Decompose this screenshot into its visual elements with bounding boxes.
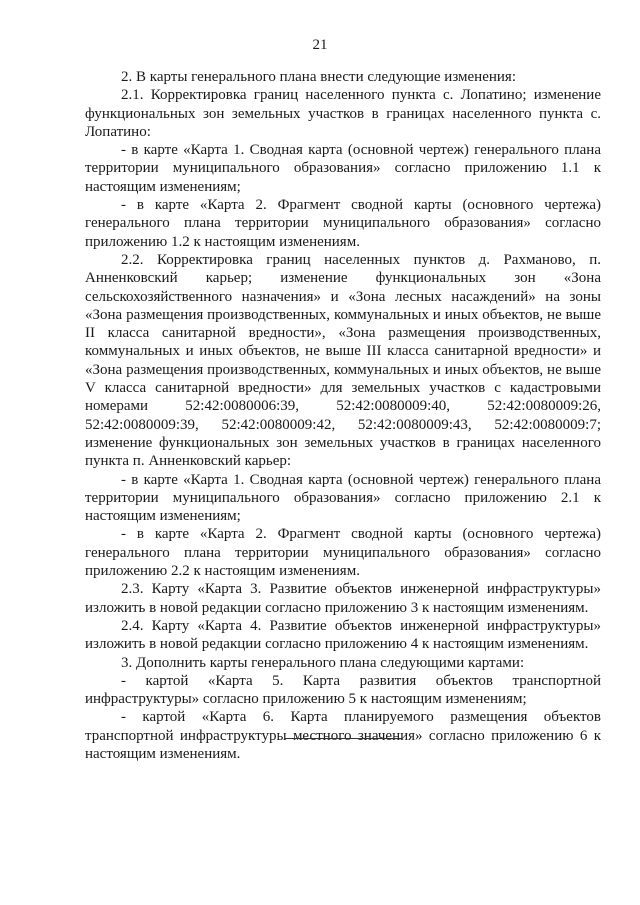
paragraph-2-1: 2.1. Корректировка границ населенного пункта с. Лопатино; изменение функциональных зон земельных участков в границах населенного пункта с. Лопатино:: [85, 87, 601, 140]
paragraph-2-2: 2.2. Корректировка границ населенных пунктов д. Рахманово, п. Анненковский карьер; изменение функциональных зон «Зона сельскохозяйственного назначения» и «Зона лесных насаждений» на зоны «Зона размещения производственных, коммунальных и иных объектов, не выше II класса санитарной вредности», «Зона размещения производственных, коммунальных и иных объектов, не выше III класса санитарной вредности» и «Зона размещения производственных, коммунальных и иных объектов, не выше V класса санитарной вредности» для земельных участков с кадастровыми номерами 52:42:0080006:39, 52:42:0080009:40, 52:42:0080009:26, 52:42:0080009:39, 52:42:0080009:42, 52:42:0080009:43, 52:42:0080009:7; изменение функциональных зон земельных участков в границах населенного пункта п. Анненковский карьер:: [85, 251, 601, 470]
paragraph-2-2-item-2: - в карте «Карта 2. Фрагмент сводной карты (основного чертежа) генерального плана территории муниципального образования» согласно приложению 2.2 к настоящим изменениям.: [85, 526, 601, 580]
paragraph-3-item-2: - картой «Карта 6. Карта планируемого размещения объектов транспортной инфраструктуры местного значения» согласно приложению 6 к настоящим изменениям.: [85, 709, 601, 762]
document-body: [85, 68, 601, 763]
closing-divider: [284, 738, 402, 739]
paragraph-2-1-item-2: - в карте «Карта 2. Фрагмент сводной карты (основного чертежа) генерального плана территории муниципального образования» согласно приложению 1.2 к настоящим изменениям.: [85, 197, 601, 250]
paragraph-2-3: 2.3. Карту «Карта 3. Развитие объектов инженерной инфраструктуры» изложить в новой редакции согласно приложению 3 к настоящим изменениям.: [85, 581, 601, 616]
paragraph-2-4: 2.4. Карту «Карта 4. Развитие объектов инженерной инфраструктуры» изложить в новой редакции согласно приложению 4 к настоящим изменениям.: [85, 617, 601, 653]
paragraph-3-item-1: - картой «Карта 5. Карта развития объектов транспортной инфраструктуры» согласно приложению 5 к настоящим изменениям;: [85, 672, 601, 708]
paragraph-2-1-item-1: - в карте «Карта 1. Сводная карта (основной чертеж) генерального плана территории муниципального образования» согласно приложению 1.1 к настоящим изменениям;: [85, 142, 601, 195]
page-number: 21: [312, 37, 328, 53]
paragraph-2-2-item-1: - в карте «Карта 1. Сводная карта (основной чертеж) генерального плана территории муниципального образования» согласно приложению 2.1 к настоящим изменениям;: [85, 471, 601, 525]
paragraph-2: 2. В карты генерального плана внести следующие изменения:: [121, 69, 516, 85]
paragraph-3: 3. Дополнить карты генерального плана следующими картами:: [121, 654, 525, 671]
